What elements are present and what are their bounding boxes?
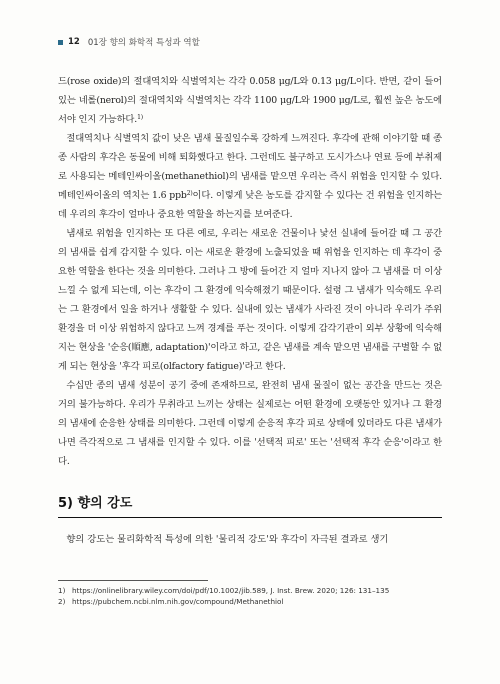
chapter-title: 01장 향의 화학적 특성과 역할 [87, 38, 200, 48]
footnote-divider [58, 580, 208, 581]
paragraph-2: 절대역치나 식별역치 값이 낮은 냄새 물질일수록 강하게 느껴진다. 후각에 관해 이야기할 때 종종 사람의 후각은 동물에 비해 퇴화했다고 한다. 그런데도 불구하고 도시가스나 연료 등에 부취제로 사용되는 메테인싸이올(methanethiol)의 냄새를 맡으면 우리는 즉시 위험을 인지할 수 있다. 메테인싸이올의 역치는 1.6 ppb$^{2)}$이다. 이렇게 낮은 농도를 감지할 수 있다는 건 위험을 인지하는 데 우리의 후각이 얼마나 중요한 역할을 하는지를 보여준다. [58, 133, 443, 220]
footnotes [58, 580, 442, 607]
paragraph-3: 냄새로 위험을 인지하는 또 다른 예로, 우리는 새로운 건물이나 낯선 실내에 들어갈 때 그 공간의 냄새를 쉽게 감지할 수 있다. 이는 새로운 환경에 노출되었을 때 위험을 인지하는 데 후각이 중요한 역할을 한다는 것을 의미한다. 그러나 그 방에 들어간 지 얼마 지나지 않아 그 냄새를 더 이상 느낄 수 없게 되는데, 이는 후각이 그 환경에 익숙해졌기 때문이다. 설령 그 냄새가 익숙해도 우리는 그 환경에서 일을 하거나 생활할 수 있다. 실내에 있는 냄새가 사라진 것이 아니라 우리가 주위 환경을 더 이상 위험하지 않다고 느껴 경계를 푸는 것이다. 이렇게 감각기관이 외부 상황에 익숙해지는 현상을 '순응(順應, adaptation)'이라고 하고, 같은 냄새를 계속 맡으면 냄새를 구별할 수 없게 되는 현상을 '후각 피로(olfactory fatigue)'라고 한다. [58, 228, 442, 372]
footnote-1: 1) https://onlinelibrary.wiley.com/doi/pdf/10.1002/jib.589, J. Inst. Brew. 2020; 126: 131–135 [58, 585, 442, 596]
running-header [58, 36, 442, 48]
paragraph-1: 드(rose oxide)의 절대역치와 식별역치는 각각 0.058 μg/L와 0.13 μg/L이다. 반면, 같이 들어있는 네롤(nerol)의 절대역치와 식별역치는 각각 1100 μg/L와 1900 μg/L로, 훨씬 높은 농도에서야 인지 가능하다.$^{1)}$ [58, 76, 442, 125]
footnote-2-link[interactable]: https://pubchem.ncbi.nlm.nih.gov/compound/Methanethiol [72, 597, 284, 606]
section-paragraph: 향의 강도는 물리화학적 특성에 의한 '물리적 강도'와 후각이 자극된 결과로 생기 [66, 534, 389, 545]
section-heading: 5) 향의 강도 [58, 492, 442, 518]
footnote-ref-1[interactable]: 1) [137, 114, 143, 121]
section-intensity [58, 492, 442, 549]
page-number: 12 [68, 37, 80, 47]
footnote-2: 2) https://pubchem.ncbi.nlm.nih.gov/compound/Methanethiol [58, 596, 442, 607]
header-marker-icon [58, 40, 63, 45]
footnote-ref-2[interactable]: 2) [186, 190, 193, 197]
footnote-1-link[interactable]: https://onlinelibrary.wiley.com/doi/pdf/10.1002/jib.589, J. Inst. Brew. 2020; 126: 131–135 [72, 586, 390, 595]
body-text [58, 72, 442, 471]
paragraph-4: 수십만 종의 냄새 성분이 공기 중에 존재하므로, 완전히 냄새 물질이 없는 공간을 만드는 것은 거의 불가능하다. 우리가 무취라고 느끼는 상태는 실제로는 어떤 환경에 오랫동안 있거나 그 환경의 냄새에 순응한 상태를 의미한다. 그런데 이렇게 순응적 후각 피로 상태에 있더라도 다른 냄새가 나면 즉각적으로 그 냄새를 인지할 수 있다. 이를 '선택적 피로' 또는 '선택적 후각 순응'이라고 한다. [58, 380, 442, 467]
